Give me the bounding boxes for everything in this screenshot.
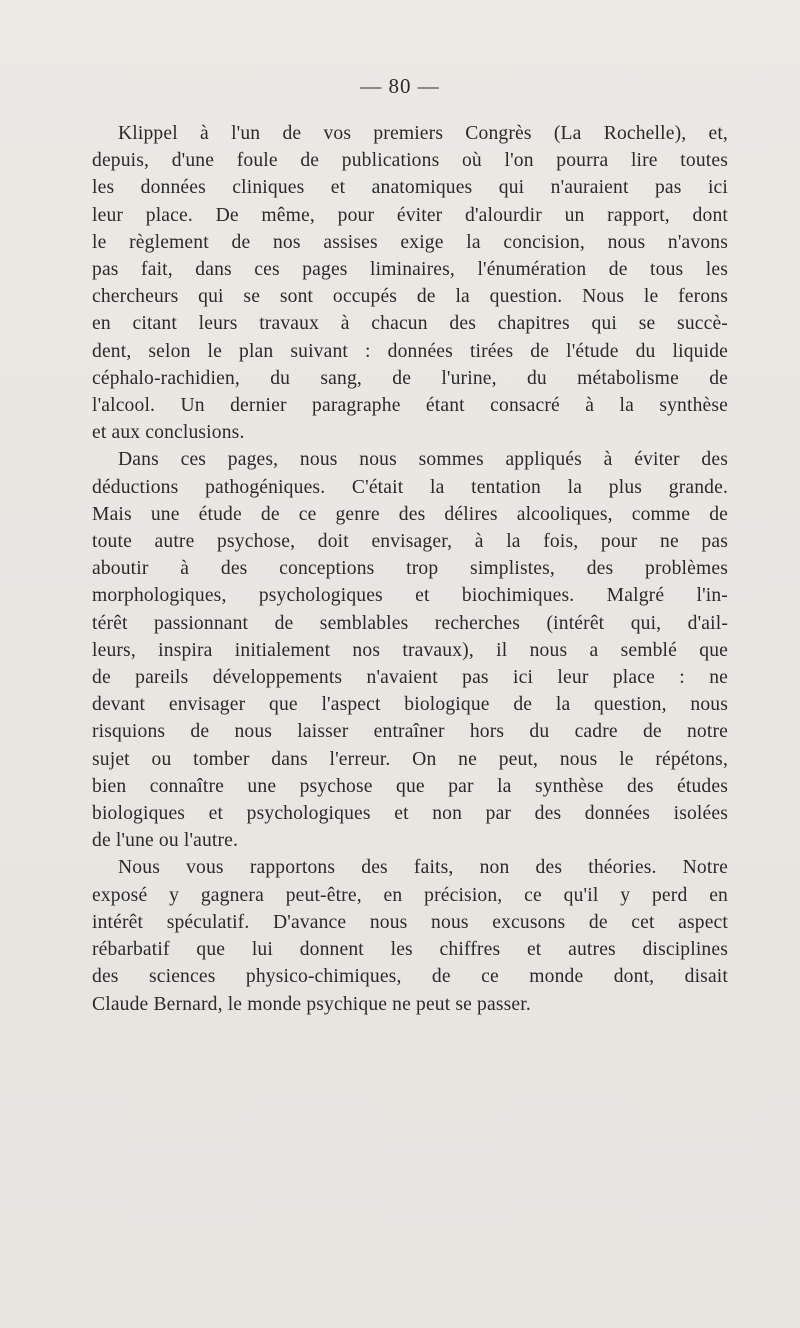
body-text: [92, 120, 728, 1018]
text-line: devant envisager que l'aspect biologique de la question, nous: [92, 694, 728, 716]
text-line: en citant leurs travaux à chacun des chapitres qui se succè-: [92, 313, 728, 335]
paragraph-1: [92, 120, 728, 446]
text-line: de pareils développements n'avaient pas ici leur place : ne: [92, 667, 728, 689]
text-line: des sciences physico-chimiques, de ce monde dont, disait: [92, 966, 728, 988]
text-line: et aux conclusions.: [92, 422, 245, 444]
text-line: toute autre psychose, doit envisager, à la fois, pour ne pas: [92, 531, 728, 553]
text-line: leur place. De même, pour éviter d'alourdir un rapport, dont: [92, 204, 728, 226]
page-number: — 80 —: [360, 74, 440, 98]
text-line: aboutir à des conceptions trop simplistes, des problèmes: [92, 558, 728, 580]
text-line: Claude Bernard, le monde psychique ne peut se passer.: [92, 993, 531, 1015]
text-line: sujet ou tomber dans l'erreur. On ne peut, nous le répétons,: [92, 748, 728, 770]
text-line: intérêt spéculatif. D'avance nous nous excusons de cet aspect: [92, 911, 728, 933]
text-line: dent, selon le plan suivant : données tirées de l'étude du liquide: [92, 340, 728, 362]
text-line: depuis, d'une foule de publications où l'on pourra lire toutes: [92, 150, 728, 172]
text-line: risquions de nous laisser entraîner hors du cadre de notre: [92, 721, 728, 743]
paragraph-2: [92, 446, 728, 854]
text-line: exposé y gagnera peut-être, en précision, ce qu'il y perd en: [92, 884, 728, 906]
text-line: bien connaître une psychose que par la synthèse des études: [92, 775, 728, 797]
text-line: l'alcool. Un dernier paragraphe étant consacré à la synthèse: [92, 395, 728, 417]
text-line: les données cliniques et anatomiques qui n'auraient pas ici: [92, 177, 728, 199]
text-line: céphalo-rachidien, du sang, de l'urine, du métabolisme de: [92, 367, 728, 389]
text-line: le règlement de nos assises exige la concision, nous n'avons: [92, 231, 728, 253]
text-line: térêt passionnant de semblables recherches (intérêt qui, d'ail-: [92, 612, 728, 634]
text-line: chercheurs qui se sont occupés de la question. Nous le ferons: [92, 286, 728, 308]
text-line: Klippel à l'un de vos premiers Congrès (La Rochelle), et,: [118, 123, 728, 144]
text-line: leurs, inspira initialement nos travaux), il nous a semblé que: [92, 639, 728, 661]
text-line: Mais une étude de ce genre des délires alcooliques, comme de: [92, 503, 728, 525]
paragraph-3: [92, 854, 728, 1017]
text-line: pas fait, dans ces pages liminaires, l'énumération de tous les: [92, 259, 728, 281]
text-line: déductions pathogéniques. C'était la tentation la plus grande.: [92, 476, 728, 498]
text-line: de l'une ou l'autre.: [92, 830, 239, 852]
text-line: biologiques et psychologiques et non par des données isolées: [92, 803, 728, 825]
text-line: Nous vous rapportons des faits, non des théories. Notre: [118, 857, 728, 879]
text-line: rébarbatif que lui donnent les chiffres et autres disciplines: [92, 939, 728, 961]
text-line: morphologiques, psychologiques et biochimiques. Malgré l'in-: [92, 585, 728, 607]
text-line: Dans ces pages, nous nous sommes appliqués à éviter des: [118, 449, 728, 471]
